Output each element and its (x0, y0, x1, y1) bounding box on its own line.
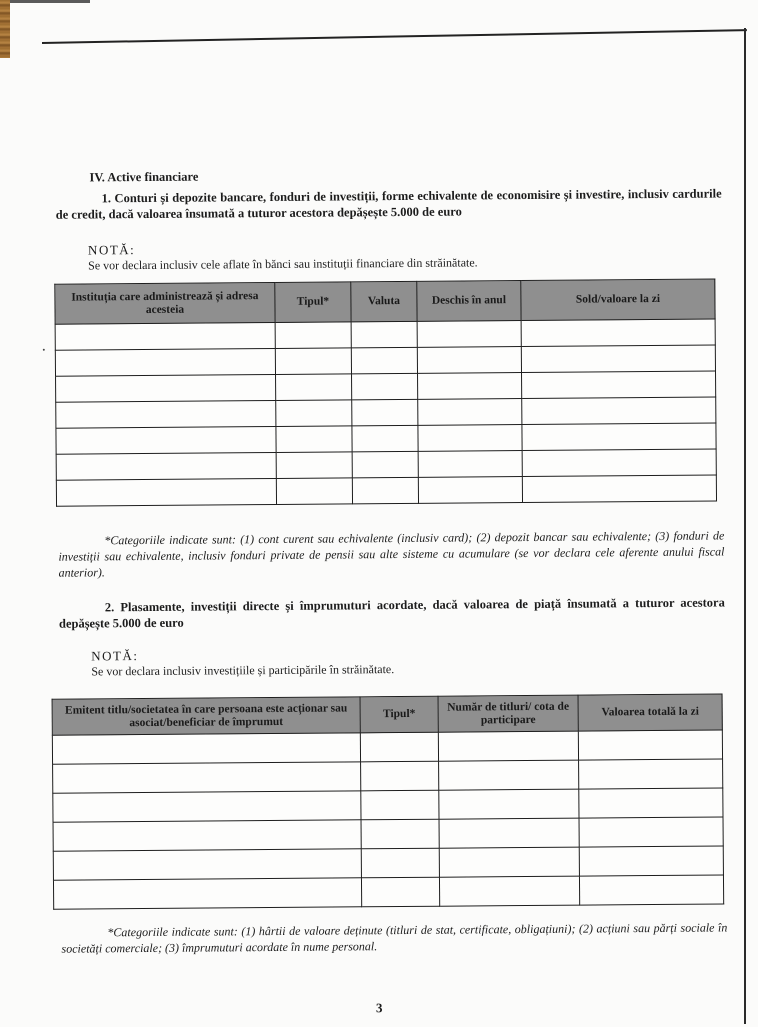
cell-type[interactable] (276, 452, 352, 479)
table-header-row (55, 279, 715, 324)
cell-opened-year[interactable] (418, 399, 522, 426)
cell-currency[interactable] (352, 373, 418, 400)
col-header-institution: Instituția care administrează și adresa acesteia (55, 282, 275, 324)
cell-issuer[interactable] (52, 733, 360, 764)
cell-issuer[interactable] (53, 849, 361, 880)
col-header-currency: Valuta (351, 281, 417, 322)
cell-issuer[interactable] (53, 820, 361, 851)
part1-nota-label: NOTĂ: (87, 242, 136, 258)
cell-share-count[interactable] (439, 789, 579, 819)
cell-balance[interactable] (522, 423, 716, 451)
cell-type[interactable] (276, 478, 352, 505)
part2-nota-label: NOTĂ: (91, 648, 139, 664)
part1-footnote: *Categoriile indicate sunt: (1) cont curent sau echivalente (inclusiv card); (2) depozit bancar sau echivalente; (3) fonduri de investiții sau echivalente, inclusiv fonduri private de pensii sau alte sisteme cu acumulare (se vor declara cele aferente anului fiscal anterior). (58, 528, 725, 580)
cell-total-value[interactable] (579, 875, 723, 905)
cell-total-value[interactable] (579, 788, 723, 818)
col-header-opened-year: Deschis în anul (417, 281, 521, 322)
part1-heading: 1. Conturi și depozite bancare, fonduri de investiții, forme echivalente de economisire și investire, inclusiv cardurile de credit, dacă valoarea însumată a tuturor acestora depășește 5.000 de euro (55, 186, 722, 222)
section-title: IV. Active financiare (89, 169, 199, 185)
cell-institution[interactable] (55, 322, 275, 350)
part2-heading: 2. Plasamente, investiții directe și împrumuturi acordate, dacă valoarea de piață însumată a tuturor acestora depășește 5.000 de euro (58, 595, 725, 631)
cell-balance[interactable] (522, 475, 716, 503)
part2-nota-text: Se vor declara inclusiv investițiile și participările în străinătate. (91, 662, 395, 679)
investments-table (52, 693, 725, 909)
cell-institution[interactable] (55, 348, 275, 376)
cell-type[interactable] (360, 732, 438, 762)
cell-currency[interactable] (352, 425, 418, 452)
cell-type[interactable] (361, 761, 439, 791)
cell-total-value[interactable] (579, 817, 723, 847)
cell-opened-year[interactable] (418, 373, 522, 400)
cell-issuer[interactable] (53, 762, 361, 793)
cell-share-count[interactable] (439, 760, 579, 790)
cell-currency[interactable] (351, 321, 417, 348)
bank-accounts-table (54, 279, 717, 507)
col-header-issuer: Emitent titlu/societatea în care persoana este acționar sau asociat/beneficiar de împrumut (52, 697, 360, 735)
cell-opened-year[interactable] (418, 451, 522, 478)
cell-type[interactable] (276, 426, 352, 453)
scan-speck (43, 349, 45, 351)
cell-type[interactable] (361, 877, 439, 907)
table-row (56, 475, 716, 506)
cell-total-value[interactable] (578, 730, 722, 760)
cell-balance[interactable] (522, 449, 716, 477)
cell-type[interactable] (276, 400, 352, 427)
cell-opened-year[interactable] (417, 347, 521, 374)
cell-total-value[interactable] (579, 846, 723, 876)
cell-institution[interactable] (56, 478, 276, 506)
cell-share-count[interactable] (439, 876, 579, 906)
cell-currency[interactable] (351, 347, 417, 374)
cell-institution[interactable] (56, 452, 276, 480)
cell-institution[interactable] (56, 400, 276, 428)
cell-balance[interactable] (522, 397, 716, 425)
cell-issuer[interactable] (53, 791, 361, 822)
table-row (53, 875, 723, 909)
cell-balance[interactable] (521, 345, 715, 373)
page-number: 3 (375, 1000, 383, 1016)
cell-share-count[interactable] (439, 818, 579, 848)
cell-institution[interactable] (56, 426, 276, 454)
cell-institution[interactable] (56, 374, 276, 402)
cell-type[interactable] (276, 374, 352, 401)
cell-type[interactable] (361, 819, 439, 849)
cell-opened-year[interactable] (417, 321, 521, 348)
cell-type[interactable] (361, 848, 439, 878)
cell-share-count[interactable] (438, 731, 578, 761)
col-header-balance: Sold/valoare la zi (521, 279, 715, 321)
cell-currency[interactable] (352, 477, 418, 504)
cell-issuer[interactable] (53, 878, 361, 909)
col-header-type: Tipul* (360, 696, 438, 733)
cell-type[interactable] (275, 348, 351, 375)
cell-type[interactable] (361, 790, 439, 820)
col-header-share-count: Număr de titluri/ cota de participare (438, 695, 578, 732)
cell-opened-year[interactable] (418, 425, 522, 452)
cell-balance[interactable] (521, 319, 715, 347)
cell-type[interactable] (275, 322, 351, 349)
col-header-total-value: Valoarea totală la zi (578, 694, 722, 731)
cell-share-count[interactable] (439, 847, 579, 877)
cell-currency[interactable] (352, 399, 418, 426)
cell-opened-year[interactable] (418, 477, 522, 504)
cell-total-value[interactable] (579, 759, 723, 789)
cell-currency[interactable] (352, 451, 418, 478)
col-header-type: Tipul* (275, 282, 351, 323)
cell-balance[interactable] (522, 371, 716, 399)
part1-nota-text: Se vor declara inclusiv cele aflate în bănci sau instituții financiare din străinătate. (88, 255, 478, 273)
table-header-row (52, 694, 722, 735)
part2-footnote: *Categoriile indicate sunt: (1) hârtii de valoare deținute (titluri de stat, certificate, obligațiuni); (2) acțiuni sau părți sociale în societăți comerciale; (3) împrumuturi acordate în nume personal. (61, 920, 728, 956)
